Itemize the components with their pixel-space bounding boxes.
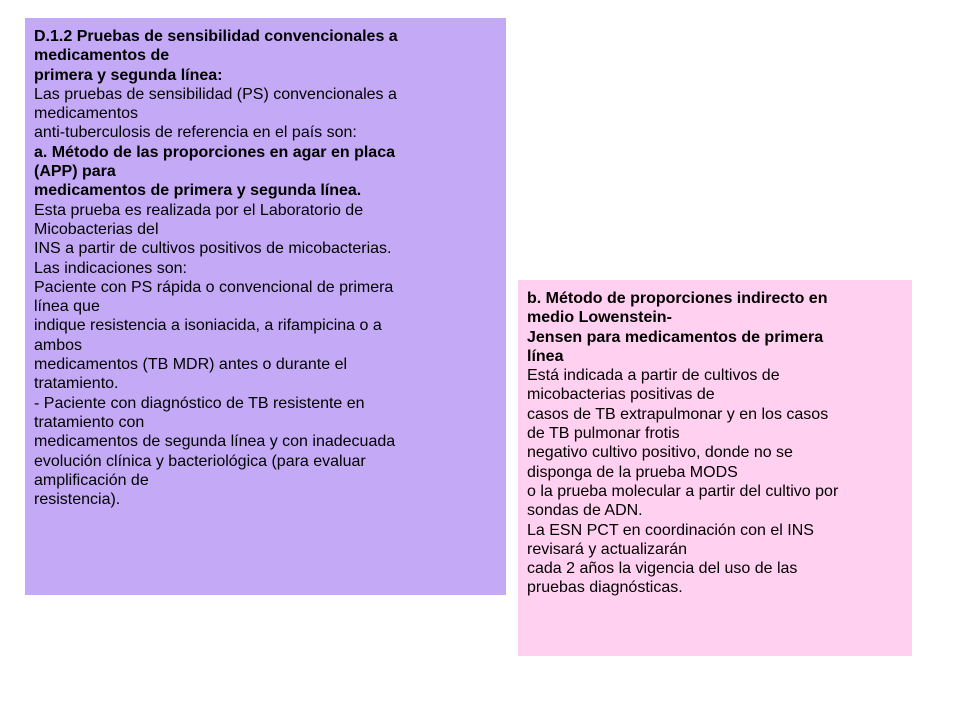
proportion-method-right-panel: [518, 280, 912, 656]
left-panel-text-line: INS a partir de cultivos positivos de micobacterias.: [34, 240, 392, 258]
left-panel-text-line: tratamiento.: [34, 375, 119, 393]
left-panel-text-line: línea que: [34, 298, 100, 316]
right-panel-text-line: negativo cultivo positivo, donde no se: [527, 444, 793, 462]
left-panel-text-line: primera y segunda línea:: [34, 66, 223, 84]
left-panel-text-line: ambos: [34, 336, 83, 354]
left-panel-text-line: evolución clínica y bacteriológica (para evaluar: [34, 452, 366, 470]
right-panel-text-line: Está indicada a partir de cultivos de: [527, 367, 780, 385]
left-panel-text-line: medicamentos: [34, 105, 139, 123]
left-panel-text-line: D.1.2 Pruebas de sensibilidad convencionales a: [34, 28, 398, 45]
right-panel-text-line: revisará y actualizarán: [527, 540, 688, 558]
left-panel-text-line: resistencia).: [34, 491, 121, 509]
right-panel-text-line: línea: [527, 347, 564, 365]
right-panel-text-line: cada 2 años la vigencia del uso de las: [527, 560, 798, 578]
left-panel-text-line: a. Método de las proporciones en agar en placa: [34, 143, 395, 161]
left-panel-text-line: Esta prueba es realizada por el Laboratorio de: [34, 201, 364, 219]
right-panel-text-line: sondas de ADN.: [527, 502, 643, 520]
sensitivity-tests-left-panel: [25, 18, 506, 595]
left-panel-text-line: amplificación de: [34, 471, 149, 489]
right-panel-text-line: micobacterias positivas de: [527, 386, 715, 404]
left-panel-text-line: Paciente con PS rápida o convencional de primera: [34, 278, 394, 296]
left-panel-text-line: medicamentos de segunda línea y con inadecuada: [34, 433, 396, 451]
left-panel-text-line: medicamentos de primera y segunda línea.: [34, 182, 362, 200]
right-panel-text-line: disponga de la prueba MODS: [527, 463, 738, 481]
left-panel-text-line: medicamentos (TB MDR) antes o durante el: [34, 356, 348, 374]
left-panel-text-line: Las pruebas de sensibilidad (PS) convencionales a: [34, 85, 397, 103]
left-panel-text-line: medicamentos de: [34, 47, 170, 65]
right-panel-text-line: pruebas diagnósticas.: [527, 579, 683, 597]
left-panel-text-line: indique resistencia a isoniacida, a rifampicina o a: [34, 317, 382, 335]
right-panel-text-line: casos de TB extrapulmonar y en los casos: [527, 405, 829, 423]
right-panel-text-line: o la prueba molecular a partir del cultivo por: [527, 482, 839, 500]
right-panel-text-line: La ESN PCT en coordinación con el INS: [527, 521, 814, 539]
left-panel-text-line: anti-tuberculosis de referencia en el país son:: [34, 124, 357, 142]
left-panel-text-line: Las indicaciones son:: [34, 259, 187, 277]
left-panel-text-line: Micobacterias del: [34, 220, 159, 238]
left-panel-text-line: (APP) para: [34, 163, 116, 181]
right-panel-text-line: de TB pulmonar frotis: [527, 425, 680, 443]
left-panel-text-line: - Paciente con diagnóstico de TB resistente en: [34, 394, 365, 412]
right-panel-text-line: medio Lowenstein-: [527, 309, 672, 327]
left-panel-text-line: tratamiento con: [34, 413, 145, 431]
right-panel-text-line: Jensen para medicamentos de primera: [527, 328, 824, 346]
right-panel-text-line: b. Método de proporciones indirecto en: [527, 290, 828, 307]
